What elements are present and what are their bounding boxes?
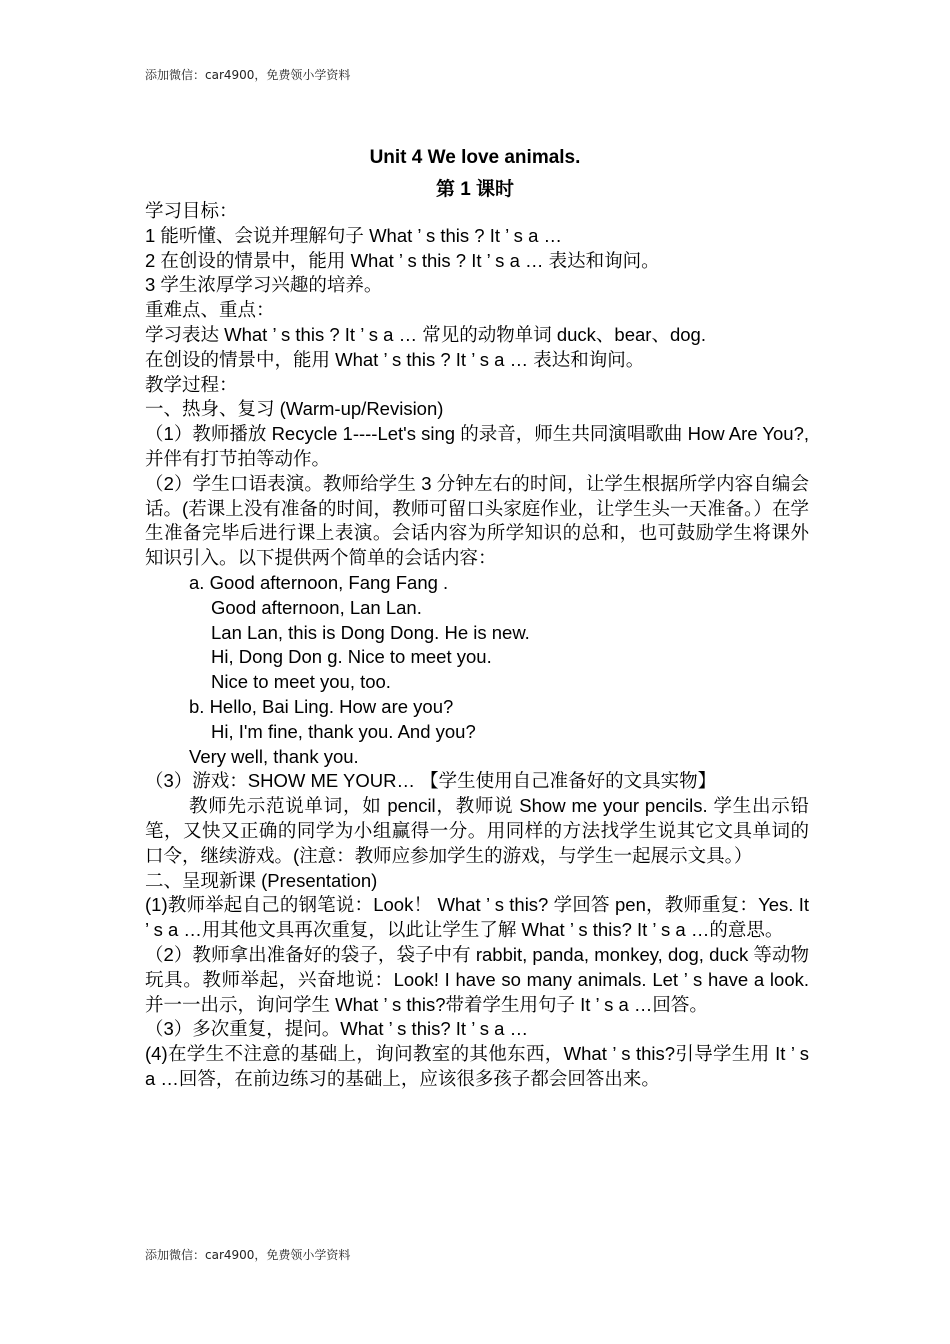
objective-item: 3 学生浓厚学习兴趣的培养。: [145, 274, 383, 296]
dialog-line: Nice to meet you, too.: [211, 671, 391, 693]
footer-note: 添加微信：car4900，免费领小学资料: [145, 1248, 351, 1262]
step-paragraph: 教师先示范说单词，如 pencil，教师说 Show me your pencils. 学生出示铅笔，又快又正确的同学为小组赢得一分。用同样的方法找学生说其它文具单词的口令，继续游戏。(注意：教师应参加学生的游戏，与学生一起展示文具。）: [145, 795, 809, 866]
objective-item: 2 在创设的情景中，能用 What ’ s this ? It ’ s a … 表达和询问。: [145, 249, 660, 271]
objective-item: 1 能听懂、会说并理解句子 What ’ s this ? It ’ s a …: [145, 224, 563, 246]
step-paragraph: (4)在学生不注意的基础上，询问教室的其他东西，What ’ s this?引导学生用 It ’ s a …回答，在前边练习的基础上，应该很多孩子都会回答出来。: [145, 1043, 809, 1089]
header-note: 添加微信：car4900，免费领小学资料: [145, 68, 351, 82]
objectives-heading: 学习目标：: [145, 200, 238, 221]
dialog-a: [145, 571, 809, 695]
step-paragraph: （1）教师播放 Recycle 1----Let's sing 的录音，师生共同演唱歌曲 How Are You?,并伴有打节拍等动作。: [145, 423, 809, 469]
dialog-line: Good afternoon, Lan Lan.: [211, 596, 422, 618]
dialog-line: Very well, thank you.: [189, 745, 359, 767]
dialog-line: b. Hello, Bai Ling. How are you?: [189, 695, 454, 717]
step-paragraph: （2）教师拿出准备好的袋子，袋子中有 rabbit, panda, monkey, dog, duck 等动物玩具。教师举起，兴奋地说：Look! I have so many animals. Let ’ s have a look.并一一出示，询问学生 What ’ s this?带着学生用句子 It ’ s a …回答。: [145, 943, 809, 1015]
key-point-item: 学习表达 What ’ s this ? It ’ s a … 常见的动物单词 duck、bear、dog.: [145, 323, 706, 345]
section-heading: 一、热身、复习 (Warm-up/Revision): [145, 398, 444, 420]
dialog-line: Hi, Dong Don g. Nice to meet you.: [211, 646, 492, 668]
dialog-b: [145, 695, 809, 769]
dialog-line: Lan Lan, this is Dong Dong. He is new.: [211, 621, 530, 643]
section-heading: 二、呈现新课 (Presentation): [145, 869, 378, 891]
dialog-line: a. Good afternoon, Fang Fang .: [189, 571, 449, 593]
dialog-line: Hi, I'm fine, thank you. And you?: [211, 720, 476, 742]
key-points-heading: 重难点、重点：: [145, 299, 275, 321]
lesson-title: Unit 4 We love animals.: [369, 147, 581, 168]
step-paragraph: (1)教师举起自己的钢笔说：Look！ What ’ s this? 学回答 pen，教师重复：Yes. It ’ s a …用其他文具再次重复，以此让学生了解 What ’ s this? It ’ s a …的意思。: [145, 894, 809, 941]
step-paragraph: （2）学生口语表演。教师给学生 3 分钟左右的时间，让学生根据所学内容自编会话。(若课上没有准备的时间，教师可留口头家庭作业，让学生头一天准备。）在学生准备完毕后进行课上表演。会话内容为所学知识的总和，也可鼓励学生将课外知识引入。以下提供两个简单的会话内容：: [145, 472, 809, 569]
document-body: [145, 199, 809, 1092]
lesson-subtitle: 第 1 课时: [435, 179, 515, 200]
process-heading: 教学过程：: [145, 373, 238, 395]
step-title: （3）游戏：SHOW ME YOUR… 【学生使用自己准备好的文具实物】: [145, 770, 717, 792]
step-paragraph: （3）多次重复，提问。What ’ s this? It ’ s a …: [145, 1018, 529, 1040]
key-point-item: 在创设的情景中，能用 What ’ s this ? It ’ s a … 表达和询问。: [145, 348, 645, 370]
